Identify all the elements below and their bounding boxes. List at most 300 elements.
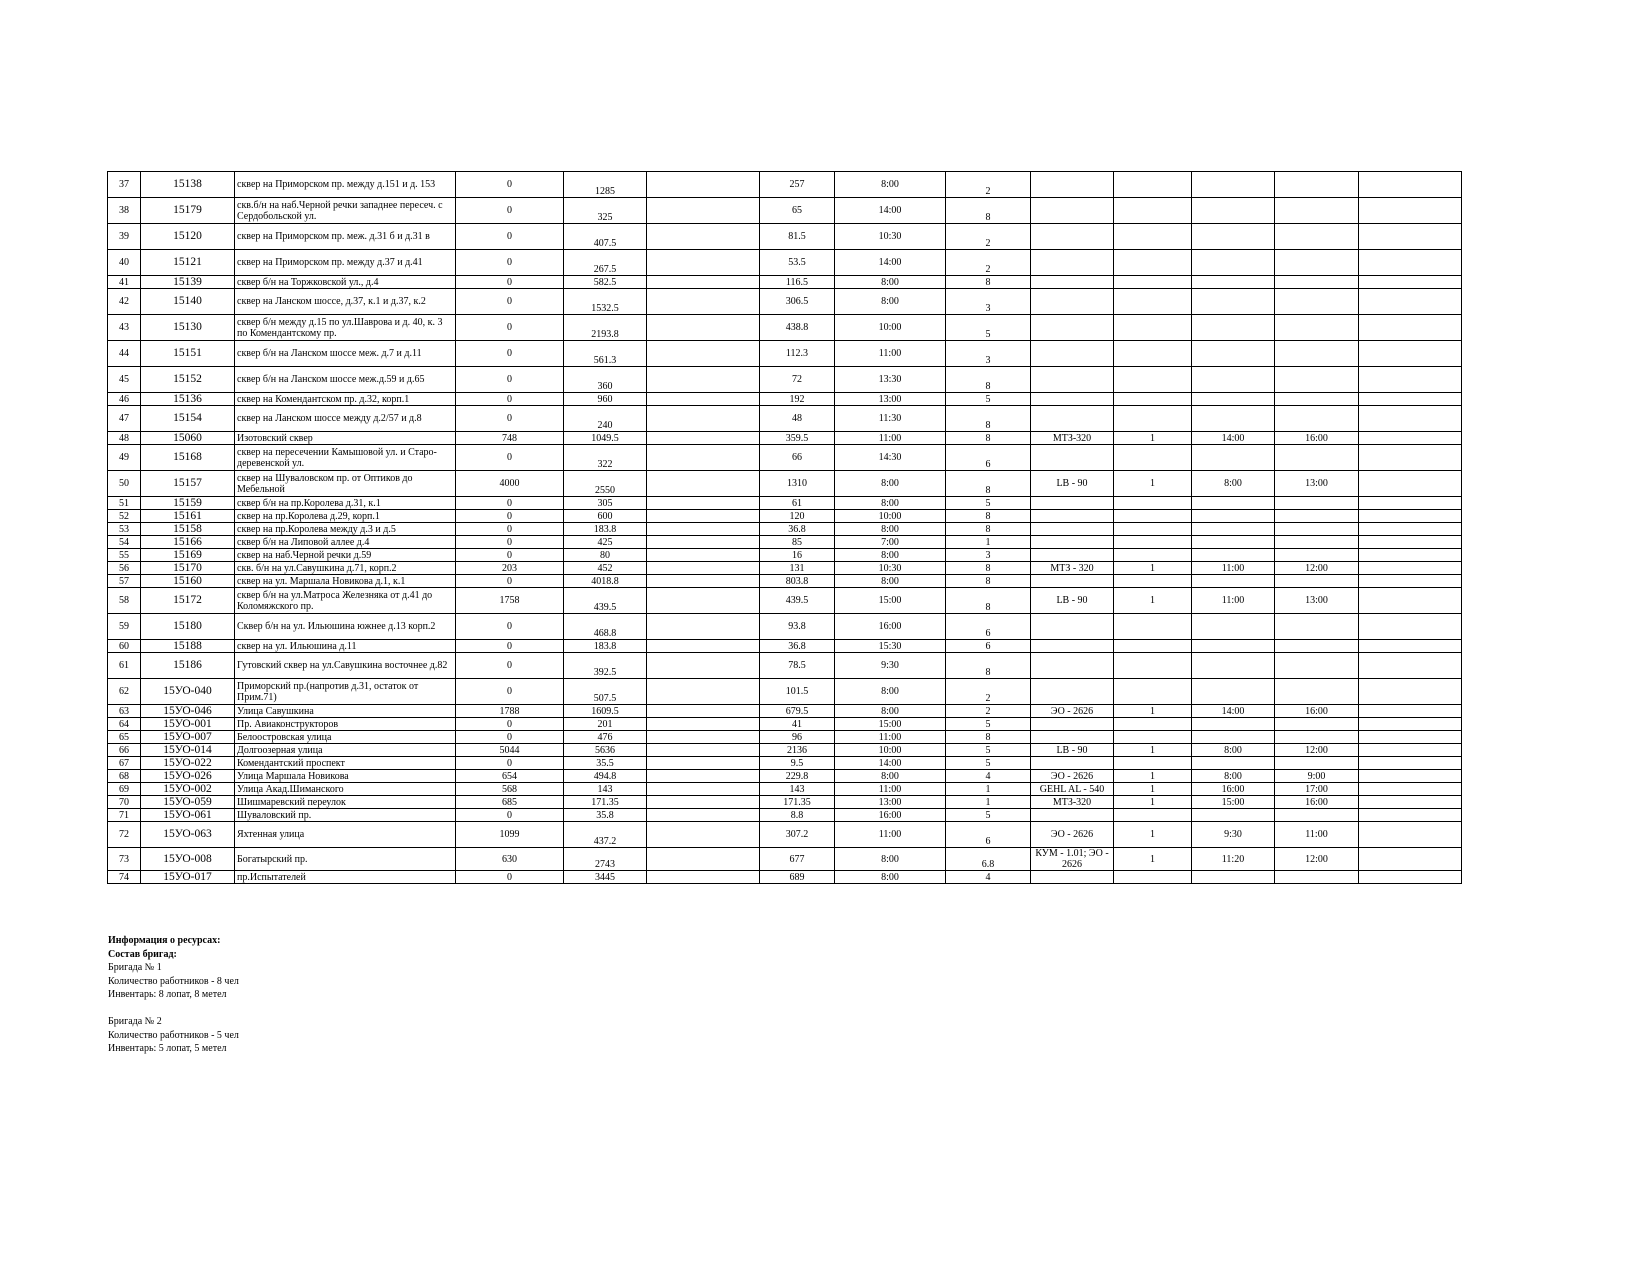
cell-col-f: [647, 614, 760, 640]
cell-machine-count: [1114, 871, 1192, 884]
cell-object-code: 15139: [141, 276, 235, 289]
table-row: [108, 250, 1462, 276]
cell-col-f: [647, 679, 760, 705]
cell-col-d: 0: [456, 809, 564, 822]
cell-machine-count: [1114, 289, 1192, 315]
cell-object-name: Изотовский сквер: [235, 432, 456, 445]
cell-col-i: 3: [946, 341, 1031, 367]
cell-start-time: 8:00: [835, 289, 946, 315]
cell-col-d: 0: [456, 224, 564, 250]
cell-object-code: 15179: [141, 198, 235, 224]
cell-col-e: 439.5: [564, 588, 647, 614]
cell-col-f: [647, 640, 760, 653]
cell-machine: [1031, 640, 1114, 653]
cell-col-n: [1359, 289, 1462, 315]
cell-col-f: [647, 289, 760, 315]
table-row: [108, 497, 1462, 510]
cell-row-number: 56: [108, 562, 141, 575]
cell-col-d: 0: [456, 393, 564, 406]
cell-col-i: 1: [946, 796, 1031, 809]
cell-machine: [1031, 523, 1114, 536]
cell-object-name: сквер б/н на ул.Матроса Железняка от д.41 до Коломяжского пр.: [235, 588, 456, 614]
cell-object-name: сквер на Приморском пр. меж. д.31 б и д.31 в: [235, 224, 456, 250]
cell-machine: КУМ - 1.01; ЭО - 2626: [1031, 848, 1114, 871]
table-row: [108, 471, 1462, 497]
cell-col-f: [647, 224, 760, 250]
cell-col-i: 6: [946, 822, 1031, 848]
cell-row-number: 60: [108, 640, 141, 653]
cell-machine: [1031, 198, 1114, 224]
cell-col-d: 654: [456, 770, 564, 783]
cell-object-code: 15151: [141, 341, 235, 367]
cell-start-time: 14:30: [835, 445, 946, 471]
cell-object-name: Шишмаревский переулок: [235, 796, 456, 809]
cell-col-e: 240: [564, 406, 647, 432]
cell-row-number: 45: [108, 367, 141, 393]
cell-object-code: 15УО-014: [141, 744, 235, 757]
cell-col-d: 0: [456, 614, 564, 640]
cell-col-e: 183.8: [564, 640, 647, 653]
cell-machine: [1031, 614, 1114, 640]
cell-col-i: 5: [946, 718, 1031, 731]
cell-row-number: 44: [108, 341, 141, 367]
cell-object-name: Гутовский сквер на ул.Савушкина восточнее д.82: [235, 653, 456, 679]
cell-col-g: 112.3: [760, 341, 835, 367]
cell-start-time: 8:00: [835, 549, 946, 562]
cell-machine-end: [1275, 341, 1359, 367]
cell-row-number: 74: [108, 871, 141, 884]
cell-col-g: 1310: [760, 471, 835, 497]
cell-col-n: [1359, 276, 1462, 289]
cell-machine-count: [1114, 250, 1192, 276]
cell-col-g: 85: [760, 536, 835, 549]
cell-col-d: 0: [456, 731, 564, 744]
cell-machine-end: [1275, 198, 1359, 224]
cell-machine-count: 1: [1114, 705, 1192, 718]
cell-col-i: 3: [946, 549, 1031, 562]
cell-machine-start: [1192, 640, 1275, 653]
cell-col-d: 0: [456, 445, 564, 471]
cell-object-name: сквер б/н на Ланском шоссе меж. д.7 и д.11: [235, 341, 456, 367]
cell-object-code: 15166: [141, 536, 235, 549]
cell-machine-count: 1: [1114, 822, 1192, 848]
cell-start-time: 11:30: [835, 406, 946, 432]
cell-start-time: 8:00: [835, 848, 946, 871]
cell-machine-start: [1192, 510, 1275, 523]
cell-machine-end: [1275, 445, 1359, 471]
cell-row-number: 69: [108, 783, 141, 796]
cell-machine: LB - 90: [1031, 588, 1114, 614]
cell-col-i: 8: [946, 523, 1031, 536]
cell-col-f: [647, 770, 760, 783]
cell-machine-start: [1192, 445, 1275, 471]
table-row: [108, 783, 1462, 796]
cell-object-code: 15УО-061: [141, 809, 235, 822]
cell-col-e: 600: [564, 510, 647, 523]
cell-start-time: 16:00: [835, 809, 946, 822]
cell-machine-start: [1192, 871, 1275, 884]
cell-object-name: сквер на ул. Ильюшина д.11: [235, 640, 456, 653]
cell-col-i: 5: [946, 315, 1031, 341]
cell-col-n: [1359, 718, 1462, 731]
notes-subtitle: Состав бригад:: [108, 948, 177, 960]
cell-col-i: 8: [946, 575, 1031, 588]
cell-object-code: 15УО-002: [141, 783, 235, 796]
cell-col-i: 5: [946, 497, 1031, 510]
cell-object-name: сквер б/н на Ланском шоссе меж.д.59 и д.65: [235, 367, 456, 393]
cell-machine-end: [1275, 172, 1359, 198]
cell-col-n: [1359, 393, 1462, 406]
cell-object-name: сквер на пр.Королева между д.3 и д.5: [235, 523, 456, 536]
cell-col-e: 267.5: [564, 250, 647, 276]
cell-col-i: 8: [946, 510, 1031, 523]
cell-object-code: 15УО-022: [141, 757, 235, 770]
cell-col-d: 0: [456, 523, 564, 536]
cell-col-d: 0: [456, 198, 564, 224]
cell-machine: [1031, 315, 1114, 341]
cell-start-time: 9:30: [835, 653, 946, 679]
cell-start-time: 11:00: [835, 432, 946, 445]
cell-col-n: [1359, 315, 1462, 341]
cell-start-time: 11:00: [835, 731, 946, 744]
cell-machine-start: [1192, 341, 1275, 367]
cell-col-i: 3: [946, 289, 1031, 315]
cell-col-e: 183.8: [564, 523, 647, 536]
cell-col-n: [1359, 536, 1462, 549]
cell-start-time: 15:00: [835, 588, 946, 614]
cell-col-n: [1359, 679, 1462, 705]
cell-object-name: сквер на ул. Маршала Новикова д.1, к.1: [235, 575, 456, 588]
cell-machine-end: [1275, 809, 1359, 822]
cell-machine-end: [1275, 731, 1359, 744]
cell-machine-count: [1114, 367, 1192, 393]
cell-col-g: 307.2: [760, 822, 835, 848]
cell-row-number: 70: [108, 796, 141, 809]
cell-machine-end: [1275, 497, 1359, 510]
cell-col-g: 78.5: [760, 653, 835, 679]
cell-object-code: 15186: [141, 653, 235, 679]
cell-machine: [1031, 276, 1114, 289]
cell-machine-start: [1192, 172, 1275, 198]
table-row: [108, 549, 1462, 562]
cell-col-d: 0: [456, 289, 564, 315]
cell-col-g: 16: [760, 549, 835, 562]
cell-object-code: 15140: [141, 289, 235, 315]
cell-col-d: 685: [456, 796, 564, 809]
cell-col-i: 8: [946, 367, 1031, 393]
cell-machine-start: [1192, 575, 1275, 588]
table-row: [108, 289, 1462, 315]
cell-col-g: 192: [760, 393, 835, 406]
cell-machine-start: 8:00: [1192, 744, 1275, 757]
cell-col-g: 143: [760, 783, 835, 796]
cell-col-i: 5: [946, 744, 1031, 757]
cell-machine-count: [1114, 341, 1192, 367]
cell-machine-count: 1: [1114, 562, 1192, 575]
cell-col-e: 305: [564, 497, 647, 510]
cell-object-code: 15060: [141, 432, 235, 445]
cell-row-number: 64: [108, 718, 141, 731]
cell-col-n: [1359, 562, 1462, 575]
cell-col-d: 0: [456, 315, 564, 341]
cell-machine: [1031, 757, 1114, 770]
table-row: [108, 588, 1462, 614]
cell-col-f: [647, 367, 760, 393]
cell-machine-count: [1114, 536, 1192, 549]
cell-machine-count: [1114, 523, 1192, 536]
cell-col-i: 1: [946, 783, 1031, 796]
cell-col-e: 392.5: [564, 653, 647, 679]
cell-col-n: [1359, 871, 1462, 884]
cell-machine: LB - 90: [1031, 471, 1114, 497]
cell-machine-start: 14:00: [1192, 432, 1275, 445]
cell-object-code: 15188: [141, 640, 235, 653]
cell-object-code: 15121: [141, 250, 235, 276]
cell-object-code: 15172: [141, 588, 235, 614]
cell-col-d: 0: [456, 575, 564, 588]
cell-object-name: Богатырский пр.: [235, 848, 456, 871]
cell-col-g: 61: [760, 497, 835, 510]
cell-object-name: сквер на Ланском шоссе, д.37, к.1 и д.37, к.2: [235, 289, 456, 315]
cell-col-g: 36.8: [760, 640, 835, 653]
cell-col-e: 325: [564, 198, 647, 224]
cell-col-g: 171.35: [760, 796, 835, 809]
brigade-2-workers: Количество работников - 5 чел: [108, 1029, 239, 1041]
cell-col-f: [647, 757, 760, 770]
cell-object-name: сквер б/н на Липовой аллее д.4: [235, 536, 456, 549]
cell-machine-end: [1275, 718, 1359, 731]
table-row: [108, 731, 1462, 744]
cell-machine-end: 9:00: [1275, 770, 1359, 783]
cell-col-f: [647, 731, 760, 744]
cell-object-code: 15УО-001: [141, 718, 235, 731]
cell-machine: [1031, 575, 1114, 588]
cell-row-number: 58: [108, 588, 141, 614]
cell-start-time: 10:00: [835, 510, 946, 523]
cell-col-f: [647, 250, 760, 276]
cell-col-e: 960: [564, 393, 647, 406]
cell-start-time: 10:30: [835, 224, 946, 250]
cell-machine-end: 13:00: [1275, 588, 1359, 614]
cell-machine-end: 16:00: [1275, 796, 1359, 809]
cell-machine: [1031, 224, 1114, 250]
cell-col-d: 0: [456, 549, 564, 562]
cell-machine-start: [1192, 653, 1275, 679]
table-row: [108, 640, 1462, 653]
cell-machine-count: [1114, 510, 1192, 523]
cell-machine: [1031, 731, 1114, 744]
cell-col-n: [1359, 445, 1462, 471]
cell-col-e: 561.3: [564, 341, 647, 367]
cell-object-code: 15169: [141, 549, 235, 562]
cell-machine-count: [1114, 393, 1192, 406]
cell-object-name: сквер на пересечении Камышовой ул. и Старо-деревенской ул.: [235, 445, 456, 471]
cell-machine: [1031, 406, 1114, 432]
cell-machine-end: [1275, 575, 1359, 588]
cell-col-f: [647, 510, 760, 523]
cell-col-e: 5636: [564, 744, 647, 757]
cell-col-f: [647, 718, 760, 731]
cell-col-f: [647, 471, 760, 497]
cell-col-i: 8: [946, 653, 1031, 679]
cell-object-name: сквер б/н между д.15 по ул.Шаврова и д. 40, к. 3 по Комендантскому пр.: [235, 315, 456, 341]
cell-start-time: 8:00: [835, 497, 946, 510]
cell-object-name: сквер на Ланском шоссе между д.2/57 и д.8: [235, 406, 456, 432]
cell-col-e: 1285: [564, 172, 647, 198]
cell-col-i: 8: [946, 432, 1031, 445]
cell-col-e: 2550: [564, 471, 647, 497]
cell-object-code: 15120: [141, 224, 235, 250]
cell-row-number: 63: [108, 705, 141, 718]
cell-machine-end: [1275, 315, 1359, 341]
table-row: [108, 848, 1462, 871]
cell-object-name: Улица Акад.Шиманского: [235, 783, 456, 796]
cell-col-g: 803.8: [760, 575, 835, 588]
cell-machine-start: 11:00: [1192, 588, 1275, 614]
cell-machine: [1031, 536, 1114, 549]
cell-col-d: 4000: [456, 471, 564, 497]
cell-col-g: 359.5: [760, 432, 835, 445]
cell-col-f: [647, 871, 760, 884]
cell-machine-start: [1192, 549, 1275, 562]
cell-col-e: 3445: [564, 871, 647, 884]
cell-col-f: [647, 172, 760, 198]
table-row: [108, 432, 1462, 445]
cell-object-code: 15170: [141, 562, 235, 575]
cell-machine-end: 16:00: [1275, 705, 1359, 718]
table-row: [108, 575, 1462, 588]
cell-col-d: 748: [456, 432, 564, 445]
cell-start-time: 8:00: [835, 575, 946, 588]
cell-col-f: [647, 848, 760, 871]
table-body: [108, 172, 1462, 884]
table-row: [108, 393, 1462, 406]
cell-machine-end: 16:00: [1275, 432, 1359, 445]
cell-machine-end: [1275, 871, 1359, 884]
cell-row-number: 55: [108, 549, 141, 562]
cell-row-number: 50: [108, 471, 141, 497]
cell-col-n: [1359, 640, 1462, 653]
table-row: [108, 198, 1462, 224]
cell-col-e: 452: [564, 562, 647, 575]
cell-col-g: 9.5: [760, 757, 835, 770]
table-row: [108, 705, 1462, 718]
cell-object-name: Белоостровская улица: [235, 731, 456, 744]
table-row: [108, 276, 1462, 289]
cell-col-d: 0: [456, 341, 564, 367]
cell-col-g: 36.8: [760, 523, 835, 536]
cell-col-i: 8: [946, 588, 1031, 614]
cell-col-g: 677: [760, 848, 835, 871]
table-row: [108, 871, 1462, 884]
cell-col-g: 65: [760, 198, 835, 224]
cell-col-i: 2: [946, 679, 1031, 705]
cell-machine-end: [1275, 224, 1359, 250]
cell-col-g: 53.5: [760, 250, 835, 276]
cell-col-i: 8: [946, 198, 1031, 224]
cell-col-i: 4: [946, 770, 1031, 783]
cell-machine-end: [1275, 549, 1359, 562]
cell-machine-start: 8:00: [1192, 471, 1275, 497]
cell-row-number: 42: [108, 289, 141, 315]
cell-machine-start: 9:30: [1192, 822, 1275, 848]
cell-col-d: 0: [456, 497, 564, 510]
cell-machine-count: 1: [1114, 783, 1192, 796]
cell-machine-start: [1192, 523, 1275, 536]
cell-object-name: сквер б/н на Торжковской ул., д.4: [235, 276, 456, 289]
cell-object-code: 15180: [141, 614, 235, 640]
cell-machine: [1031, 172, 1114, 198]
cell-col-g: 96: [760, 731, 835, 744]
cell-object-code: 15136: [141, 393, 235, 406]
cell-col-f: [647, 796, 760, 809]
cell-col-e: 4018.8: [564, 575, 647, 588]
cell-machine: [1031, 809, 1114, 822]
cell-object-name: сквер на наб.Черной речки д.59: [235, 549, 456, 562]
cell-machine: [1031, 367, 1114, 393]
cell-col-e: 407.5: [564, 224, 647, 250]
cell-machine-end: 12:00: [1275, 744, 1359, 757]
cell-start-time: 8:00: [835, 679, 946, 705]
cell-start-time: 8:00: [835, 523, 946, 536]
cell-object-code: 15159: [141, 497, 235, 510]
cell-col-d: 5044: [456, 744, 564, 757]
cell-machine: GEHL AL - 540: [1031, 783, 1114, 796]
cell-machine: [1031, 497, 1114, 510]
cell-col-i: 6.8: [946, 848, 1031, 871]
cell-machine-count: [1114, 406, 1192, 432]
cell-col-d: 0: [456, 871, 564, 884]
cell-col-n: [1359, 367, 1462, 393]
cell-col-i: 6: [946, 445, 1031, 471]
cell-start-time: 14:00: [835, 250, 946, 276]
cell-col-n: [1359, 497, 1462, 510]
cell-row-number: 73: [108, 848, 141, 871]
cell-col-g: 41: [760, 718, 835, 731]
cell-col-g: 101.5: [760, 679, 835, 705]
cell-col-d: 1788: [456, 705, 564, 718]
cell-col-f: [647, 588, 760, 614]
cell-machine: [1031, 341, 1114, 367]
table-row: [108, 718, 1462, 731]
cell-machine: [1031, 679, 1114, 705]
cell-machine-start: [1192, 731, 1275, 744]
cell-object-code: 15161: [141, 510, 235, 523]
cell-col-d: 203: [456, 562, 564, 575]
cell-machine-start: 16:00: [1192, 783, 1275, 796]
cell-col-n: [1359, 770, 1462, 783]
cell-col-n: [1359, 757, 1462, 770]
cell-col-f: [647, 341, 760, 367]
cell-col-e: 143: [564, 783, 647, 796]
cell-row-number: 49: [108, 445, 141, 471]
cell-col-d: 0: [456, 250, 564, 276]
cell-row-number: 48: [108, 432, 141, 445]
cell-machine-start: [1192, 679, 1275, 705]
cell-col-d: 1758: [456, 588, 564, 614]
cell-start-time: 13:30: [835, 367, 946, 393]
cell-row-number: 46: [108, 393, 141, 406]
schedule-sheet: [107, 171, 1461, 884]
cell-object-name: сквер на Комендантском пр. д.32, корп.1: [235, 393, 456, 406]
notes-title: Информация о ресурсах:: [108, 935, 221, 946]
cell-object-name: Долгоозерная улица: [235, 744, 456, 757]
cell-start-time: 11:00: [835, 822, 946, 848]
cell-row-number: 43: [108, 315, 141, 341]
table-row: [108, 757, 1462, 770]
cell-machine-end: [1275, 536, 1359, 549]
table-row: [108, 653, 1462, 679]
